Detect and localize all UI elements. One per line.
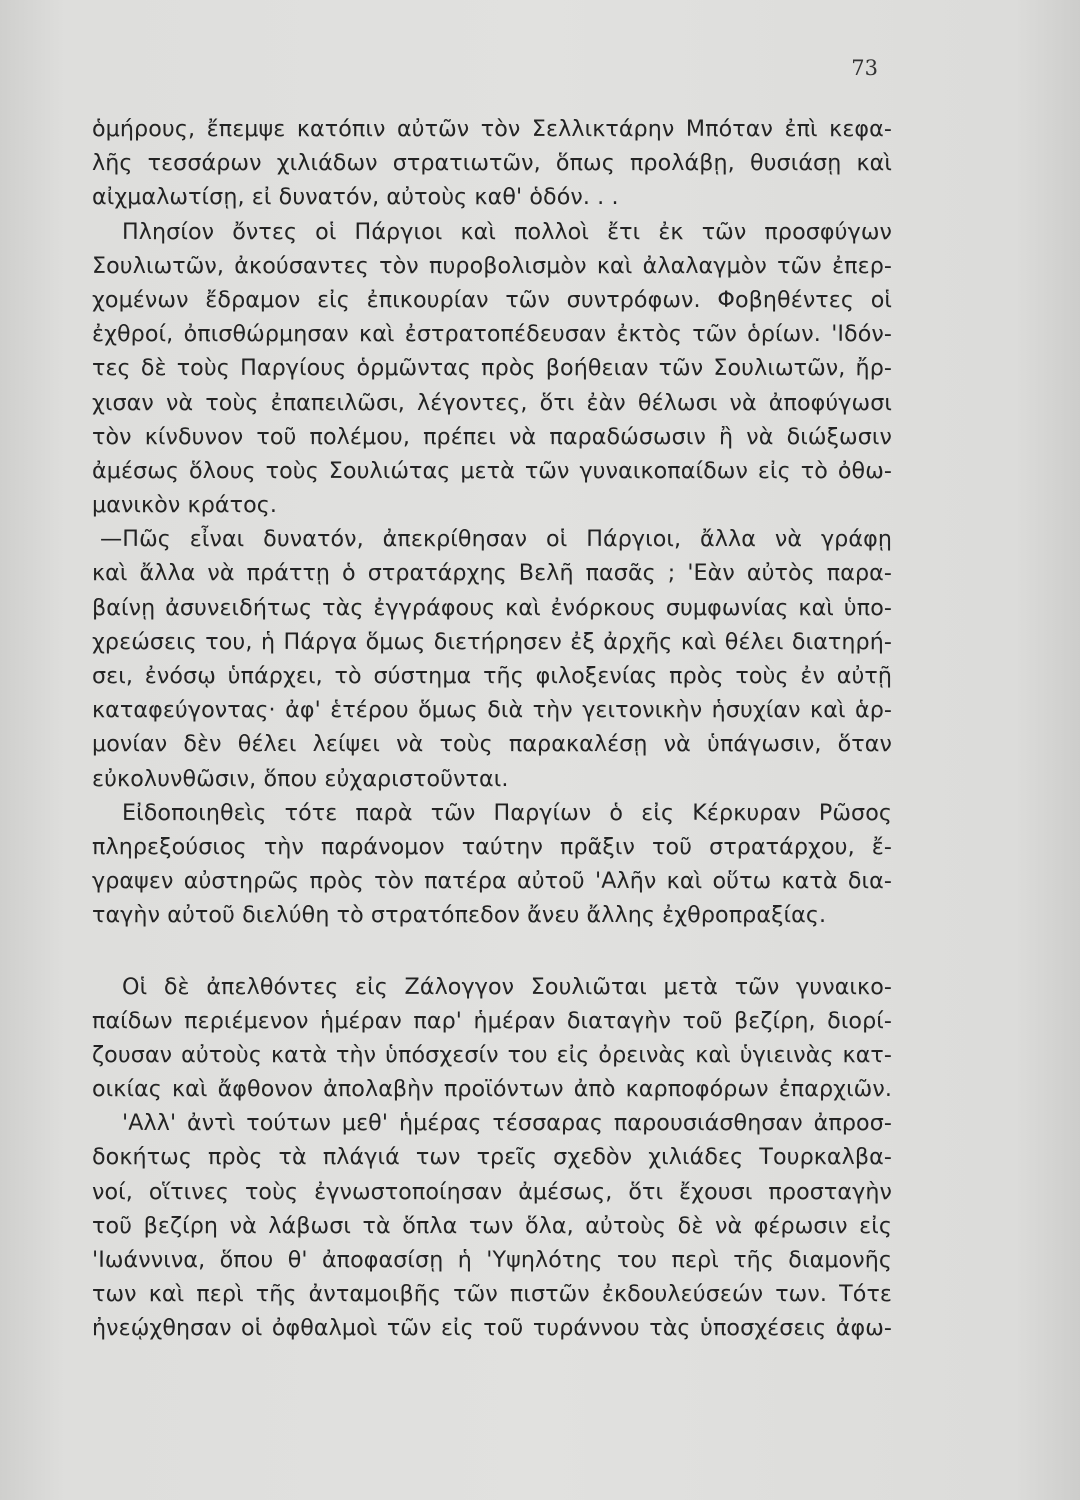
text-line: Οἱ δὲ ἀπελθόντες εἰς Ζάλογγον Σουλιῶται μετὰ τῶν γυναικο- — [122, 973, 892, 1000]
page-number: 73 — [851, 56, 878, 80]
text-line: νοί, οἵτινες τοὺς ἐγνωστοποίησαν ἀμέσως, ὅτι ἔχουσι προσταγὴν — [92, 1178, 892, 1205]
text-line: καταφεύγοντας· ἀφ' ἑτέρου ὅμως διὰ τὴν γειτονικὴν ἡσυχίαν καὶ ἁρ- — [92, 697, 892, 724]
text-line: —Πῶς εἶναι δυνατόν, ἀπεκρίθησαν οἱ Πάργιοι, ἄλλα νὰ γράφῃ — [100, 526, 892, 553]
text-line: τὸν κίνδυνον τοῦ πολέμου, πρέπει νὰ παραδώσωσιν ἢ νὰ διώξωσιν — [92, 423, 892, 450]
text-line: τες δὲ τοὺς Παργίους ὁρμῶντας πρὸς βοήθειαν τῶν Σουλιωτῶν, ἤρ- — [92, 355, 892, 382]
text-line: Σουλιωτῶν, ἀκούσαντες τὸν πυροβολισμὸν καὶ ἀλαλαγμὸν τῶν ἐπερ- — [92, 252, 892, 279]
text-line: μονίαν δὲν θέλει λείψει νὰ τοὺς παρακαλέσῃ νὰ ὑπάγωσιν, ὅταν — [92, 731, 892, 758]
paragraph — [92, 215, 892, 523]
text-line: Εἰδοποιηθεὶς τότε παρὰ τῶν Παργίων ὁ εἰς Κέρκυραν Ρῶσος — [122, 799, 892, 826]
text-line: λῆς τεσσάρων χιλιάδων στρατιωτῶν, ὅπως προλάβῃ, θυσιάσῃ καὶ — [92, 150, 892, 177]
paragraph — [92, 1106, 892, 1345]
paragraph — [92, 970, 892, 1107]
text-line: 'Ιωάννινα, ὅπου θ' ἀποφασίσῃ ἡ 'Υψηλότης του περὶ τῆς διαμονῆς — [92, 1247, 892, 1273]
text-line: ἐχθροί, ὀπισθώρμησαν καὶ ἐστρατοπέδευσαν ἐκτὸς τῶν ὁρίων. 'Ιδόν- — [92, 321, 892, 348]
text-line: παίδων περιέμενον ἡμέραν παρ' ἡμέραν διαταγὴν τοῦ βεζίρη, διορί- — [92, 1007, 892, 1034]
text-line: Πλησίον ὄντες οἱ Πάργιοι καὶ πολλοὶ ἔτι ἐκ τῶν προσφύγων — [122, 218, 892, 245]
text-line: δοκήτως πρὸς τὰ πλάγιά των τρεῖς σχεδὸν χιλιάδες Τουρκαλβα- — [92, 1144, 892, 1171]
text-line: ζουσαν αὐτοὺς κατὰ τὴν ὑπόσχεσίν του εἰς ὀρεινὰς καὶ ὑγιεινὰς κατ- — [92, 1041, 892, 1068]
text-line: ἠνεῴχθησαν οἱ ὀφθαλμοὶ τῶν εἰς τοῦ τυράννου τὰς ὑποσχέσεις ἀφω- — [92, 1315, 892, 1342]
text-line: τοῦ βεζίρη νὰ λάβωσι τὰ ὅπλα των ὅλα, αὐτοὺς δὲ νὰ φέρωσιν εἰς — [92, 1212, 892, 1239]
section-gap — [92, 933, 892, 970]
text-line: καὶ ἄλλα νὰ πράττῃ ὁ στρατάρχης Βελῆ πασᾶς ; 'Εὰν αὐτὸς παρα- — [92, 560, 892, 587]
text-line: σει, ἐνόσῳ ὑπάρχει, τὸ σύστημα τῆς φιλοξενίας πρὸς τοὺς ἐν αὐτῇ — [92, 663, 892, 689]
text-line: μανικὸν κράτος. — [92, 492, 278, 519]
text-line: χρεώσεις του, ἡ Πάργα ὅμως διετήρησεν ἐξ ἀρχῆς καὶ θέλει διατηρή- — [92, 628, 892, 655]
body-text — [92, 112, 892, 1346]
text-line: πληρεξούσιος τὴν παράνομον ταύτην πρᾶξιν τοῦ στρατάρχου, ἔ- — [92, 833, 892, 860]
text-line: εὐκολυνθῶσιν, ὅπου εὐχαριστοῦνται. — [92, 765, 509, 792]
paragraph — [92, 796, 892, 933]
text-line: αἰχμαλωτίσῃ, εἰ δυνατόν, αὐτοὺς καθ' ὁδόν. . . — [92, 184, 619, 211]
text-line: χισαν νὰ τοὺς ἐπαπειλῶσι, λέγοντες, ὅτι ἐὰν θέλωσι νὰ ἀποφύγωσι — [92, 389, 892, 416]
text-line: ταγὴν αὐτοῦ διελύθη τὸ στρατόπεδον ἄνευ ἄλλης ἐχθροπραξίας. — [92, 902, 827, 929]
text-line: γραψεν αὐστηρῶς πρὸς τὸν πατέρα αὐτοῦ 'Αλῆν καὶ οὕτω κατὰ δια- — [92, 868, 892, 895]
text-line: των καὶ περὶ τῆς ἀνταμοιβῆς τῶν πιστῶν ἐκδουλεύσεών των. Τότε — [92, 1281, 892, 1308]
paragraph — [92, 112, 892, 215]
text-line: ἀμέσως ὅλους τοὺς Σουλιώτας μετὰ τῶν γυναικοπαίδων εἰς τὸ ὀθω- — [92, 457, 892, 484]
text-line: ὁμήρους, ἔπεμψε κατόπιν αὐτῶν τὸν Σελλικτάρην Μπόταν ἐπὶ κεφα- — [92, 116, 892, 142]
text-line: χομένων ἔδραμον εἰς ἐπικουρίαν τῶν συντρόφων. Φοβηθέντες οἱ — [92, 286, 892, 313]
paragraph — [92, 522, 892, 796]
text-line: 'Αλλ' ἀντὶ τούτων μεθ' ἡμέρας τέσσαρας παρουσιάσθησαν ἀπροσ- — [122, 1110, 892, 1137]
text-line: βαίνῃ ἀσυνειδήτως τὰς ἐγγράφους καὶ ἐνόρκους συμφωνίας καὶ ὑπο- — [92, 594, 892, 621]
text-line: οικίας καὶ ἄφθονον ἀπολαβὴν προϊόντων ἀπὸ καρποφόρων ἐπαρχιῶν. — [92, 1076, 892, 1103]
